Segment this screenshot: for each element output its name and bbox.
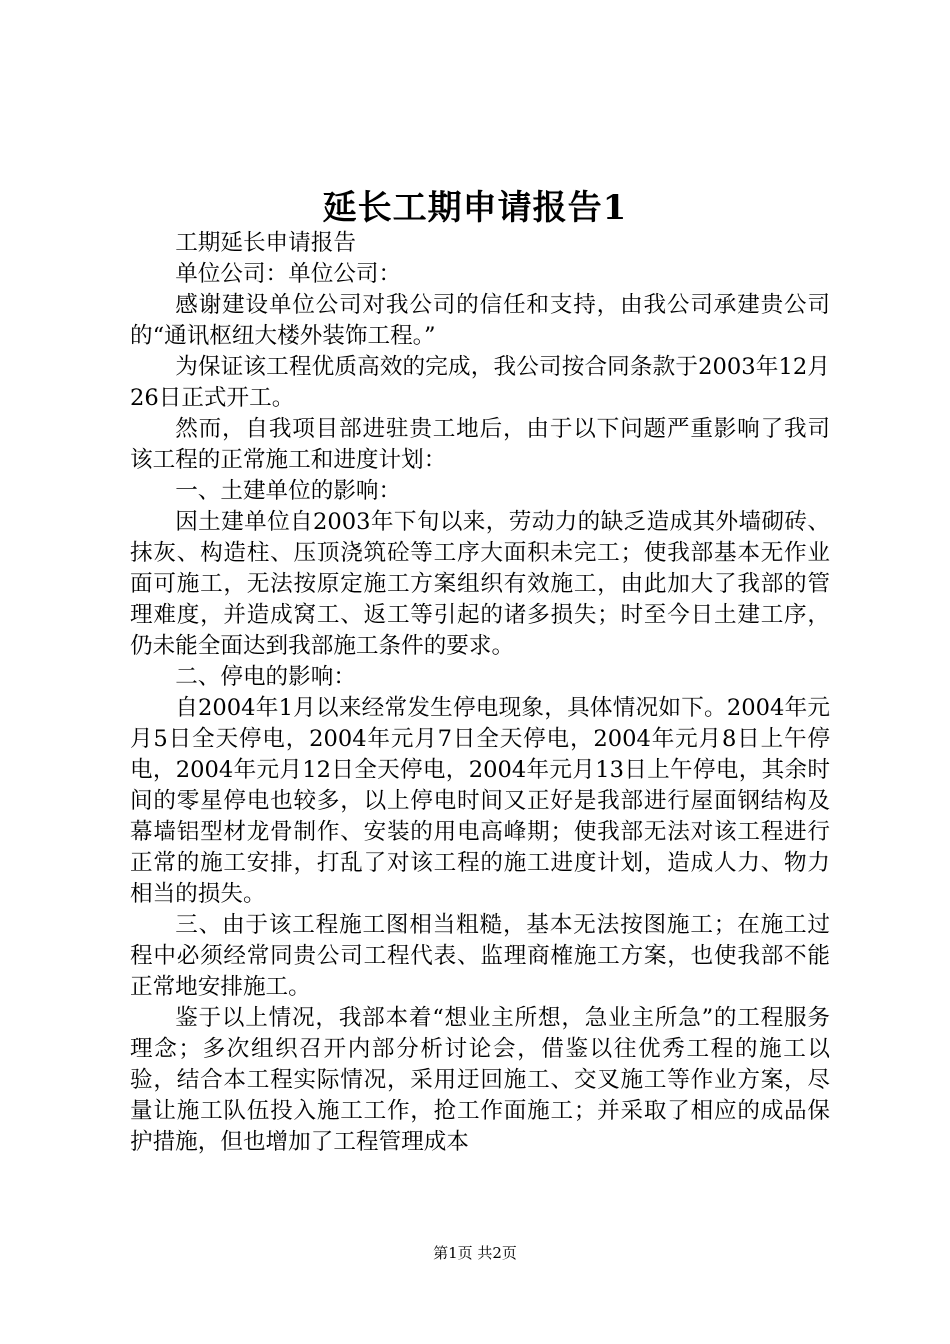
paragraph-start-date: 为保证该工程优质高效的完成，我公司按合同条款于2003年12月26日正式开工。 xyxy=(130,354,830,411)
paragraph-thanks: 感谢建设单位公司对我公司的信任和支持，由我公司承建贵公司的“通讯枢纽大楼外装饰工程。” xyxy=(130,292,830,349)
paragraph-measures: 鉴于以上情况，我部本着“想业主所想，急业主所急”的工程服务理念；多次组织召开内部分析讨论会，借鉴以往优秀工程的施工以验，结合本工程实际情况，采用迂回施工、交叉施工等作业方案，尽量让施工队伍投入施工工作，抢工作面施工；并采取了相应的成品保护措施，但也增加了工程管理成本 xyxy=(130,1005,830,1155)
paragraph-salutation: 单位公司：单位公司： xyxy=(175,261,402,287)
document-title: 延长工期申请报告1 xyxy=(322,188,628,228)
paragraph-drawings: 三、由于该工程施工图相当粗糙，基本无法按图施工；在施工过程中必须经常同贵公司工程代表、监理商榷施工方案，也使我部不能正常地安排施工。 xyxy=(130,912,830,1000)
document-body xyxy=(130,228,830,1158)
paragraph-civil-impact: 因土建单位自2003年下旬以来，劳动力的缺乏造成其外墙砌砖、抹灰、构造柱、压顶浇筑砼等工序大面积未完工；使我部基本无作业面可施工，无法按原定施工方案组织有效施工，由此加大了我部的管理难度，并造成窝工、返工等引起的诸多损失；时至今日土建工序，仍未能全面达到我部施工条件的要求。 xyxy=(130,509,830,659)
paragraph-problems-intro: 然而，自我项目部进驻贵工地后，由于以下问题严重影响了我司该工程的正常施工和进度计划： xyxy=(130,416,830,473)
paragraph-power-outage: 自2004年1月以来经常发生停电现象，具体情况如下。2004年元月5日全天停电，2004年元月7日全天停电，2004年元月8日上午停电，2004年元月12日全天停电，2004年元月13日上午停电，其余时间的零星停电也较多，以上停电时间又正好是我部进行屋面钢结构及幕墙铝型材龙骨制作、安装的用电高峰期；使我部无法对该工程进行正常的施工安排，打乱了对该工程的施工进度计划，造成人力、物力相当的损失。 xyxy=(130,695,830,907)
page-footer: 第1页 共2页 xyxy=(433,1244,517,1262)
heading-civil-impact: 一、土建单位的影响： xyxy=(175,478,402,504)
heading-power-outage: 二、停电的影响： xyxy=(175,664,356,690)
paragraph-subtitle: 工期延长申请报告 xyxy=(175,230,356,256)
